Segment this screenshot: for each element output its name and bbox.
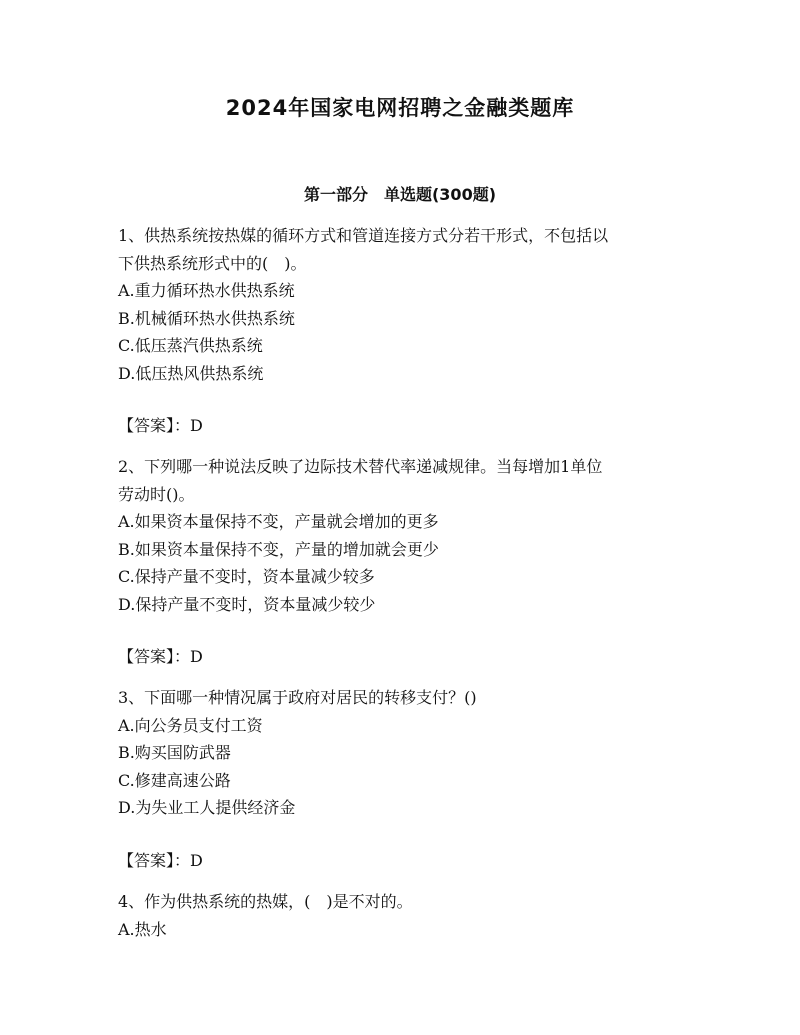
question-stem-line: 3、下面哪一种情况属于政府对居民的转移支付？() — [118, 688, 477, 707]
document-title: 2024年国家电网招聘之金融类题库 — [225, 96, 575, 120]
option-a: A.如果资本量保持不变，产量就会增加的更多 — [118, 512, 439, 531]
option-a: A.向公务员支付工资 — [118, 715, 263, 735]
option-c: C.修建高速公路 — [118, 770, 231, 790]
option-d: D.保持产量不变时，资本量减少较少 — [118, 594, 376, 614]
option-b: B.购买国防武器 — [118, 743, 231, 762]
option-d: D.低压热风供热系统 — [118, 363, 264, 383]
option-b: B.如果资本量保持不变，产量的增加就会更少 — [118, 539, 439, 559]
option-b: B.机械循环热水供热系统 — [118, 308, 295, 328]
question-3 — [118, 684, 688, 822]
question-stem-line: 下供热系统形式中的( )。 — [118, 253, 307, 273]
question-stem-line: 1、供热系统按热媒的循环方式和管道连接方式分若干形式，不包括以 — [118, 226, 609, 245]
question-stem-line: 2、下列哪一种说法反映了边际技术替代率递减规律。当每增加1单位 — [118, 457, 603, 476]
answer-3: 【答案】：D — [118, 851, 203, 870]
answer-1: 【答案】：D — [118, 416, 203, 435]
option-d: D.为失业工人提供经济金 — [118, 798, 296, 817]
question-stem-line: 劳动时()。 — [118, 484, 195, 504]
answer-2: 【答案】：D — [118, 647, 203, 666]
question-1 — [118, 222, 688, 387]
option-a: A.热水 — [118, 919, 167, 939]
option-a: A.重力循环热水供热系统 — [118, 281, 295, 300]
question-stem-line: 4、作为供热系统的热媒，( )是不对的。 — [118, 892, 413, 911]
question-4 — [118, 888, 688, 943]
section-title: 第一部分 单选题(300题) — [303, 185, 497, 204]
option-c: C.低压蒸汽供热系统 — [118, 336, 263, 355]
option-c: C.保持产量不变时，资本量减少较多 — [118, 567, 375, 586]
question-2 — [118, 453, 688, 618]
